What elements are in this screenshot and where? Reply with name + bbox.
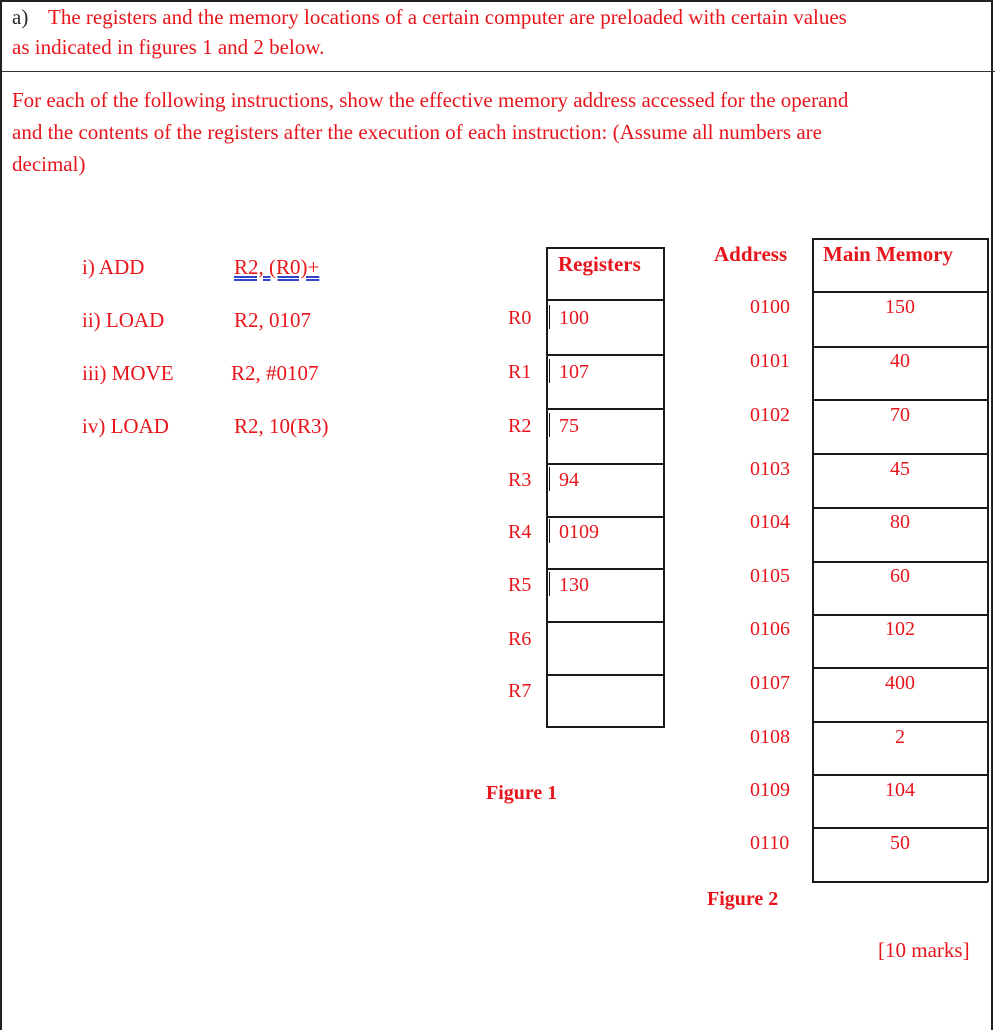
register-value-r5: 130 (559, 574, 589, 596)
memory-address: 0107 (750, 672, 790, 694)
mem-row-sep (812, 774, 988, 776)
memory-address: 0108 (750, 726, 790, 748)
part-a-line-2: as indicated in figures 1 and 2 below. (12, 35, 325, 59)
memory-value: 50 (890, 832, 910, 854)
memory-value: 45 (890, 458, 910, 480)
mem-row-sep (812, 721, 988, 723)
memory-value: 400 (885, 672, 915, 694)
memory-address: 0110 (750, 832, 790, 854)
mem-border-right (987, 238, 989, 882)
instruction-line-1: For each of the following instructions, show the effective memory address accessed for the operand (12, 88, 849, 112)
reg-row-sep (546, 621, 665, 623)
mem-row-sep (812, 453, 988, 455)
memory-address: 0101 (750, 350, 790, 372)
address-header: Address (714, 242, 788, 266)
main-memory-header: Main Memory (823, 242, 954, 266)
instruction-label-3: iii) MOVE (82, 361, 174, 385)
instruction-label-2: ii) LOAD (82, 308, 165, 332)
register-value-r0: 100 (559, 307, 589, 329)
instruction-line-2: and the contents of the registers after the execution of each instruction: (Assume all numbers are (12, 120, 822, 144)
reg-tick (549, 467, 550, 491)
section-divider (2, 71, 995, 72)
mem-border-top (812, 238, 988, 240)
register-name-r7: R7 (508, 680, 532, 702)
reg-row-sep (546, 568, 665, 570)
memory-value: 60 (890, 565, 910, 587)
reg-tick (549, 572, 550, 596)
memory-value: 80 (890, 511, 910, 533)
reg-tick (549, 413, 550, 437)
reg-tick (549, 359, 550, 383)
reg-row-sep (546, 408, 665, 410)
mem-row-sep (812, 291, 988, 293)
register-name-r6: R6 (508, 628, 532, 650)
instruction-operand-3: R2, #0107 (231, 361, 319, 385)
register-value-r3: 94 (559, 469, 579, 491)
mem-row-sep (812, 561, 988, 563)
memory-address: 0100 (750, 296, 790, 318)
register-value-r2: 75 (559, 415, 579, 437)
mem-row-sep (812, 346, 988, 348)
reg-border-top (546, 247, 665, 249)
instruction-line-3: decimal) (12, 152, 86, 176)
memory-value: 40 (890, 350, 910, 372)
mem-row-sep (812, 614, 988, 616)
memory-value: 104 (885, 779, 915, 801)
reg-tick (549, 305, 550, 329)
reg-row-sep (546, 674, 665, 676)
figure-2-caption: Figure 2 (707, 888, 779, 910)
register-name-r2: R2 (508, 415, 532, 437)
instruction-label-1: i) ADD (82, 255, 145, 279)
reg-border-bottom (546, 726, 665, 728)
mem-row-sep (812, 667, 988, 669)
instruction-operand-2: R2, 0107 (234, 308, 312, 332)
reg-row-sep (546, 299, 665, 301)
register-name-r5: R5 (508, 574, 532, 596)
mem-border-bottom (812, 881, 988, 883)
part-a-prefix: a) (12, 5, 29, 29)
register-name-r1: R1 (508, 361, 532, 383)
marks-label: [10 marks] (878, 938, 970, 962)
mem-row-sep (812, 399, 988, 401)
memory-value: 2 (895, 726, 905, 748)
register-value-r1: 107 (559, 361, 589, 383)
memory-address: 0102 (750, 404, 790, 426)
reg-border-right (663, 247, 665, 727)
memory-value: 102 (885, 618, 915, 640)
part-a-line-1: The registers and the memory locations of a certain computer are preloaded with certain values (48, 5, 847, 29)
register-name-r3: R3 (508, 469, 532, 491)
memory-address: 0103 (750, 458, 790, 480)
memory-value: 150 (885, 296, 915, 318)
instruction-label-4: iv) LOAD (82, 414, 169, 438)
memory-address: 0104 (750, 511, 790, 533)
register-value-r4: 0109 (559, 521, 599, 543)
register-name-r4: R4 (508, 521, 532, 543)
reg-border-left (546, 247, 548, 727)
register-name-r0: R0 (508, 307, 532, 329)
figure-1-caption: Figure 1 (486, 782, 558, 804)
reg-row-sep (546, 516, 665, 518)
instruction-operand-4: R2, 10(R3) (234, 414, 329, 438)
reg-row-sep (546, 463, 665, 465)
mem-row-sep (812, 827, 988, 829)
reg-row-sep (546, 354, 665, 356)
registers-header: Registers (558, 252, 641, 276)
memory-address: 0109 (750, 779, 790, 801)
instruction-operand-1: R2, (R0)+ (234, 255, 320, 279)
reg-tick (549, 519, 550, 543)
memory-address: 0105 (750, 565, 790, 587)
memory-value: 70 (890, 404, 910, 426)
mem-row-sep (812, 507, 988, 509)
memory-address: 0106 (750, 618, 790, 640)
